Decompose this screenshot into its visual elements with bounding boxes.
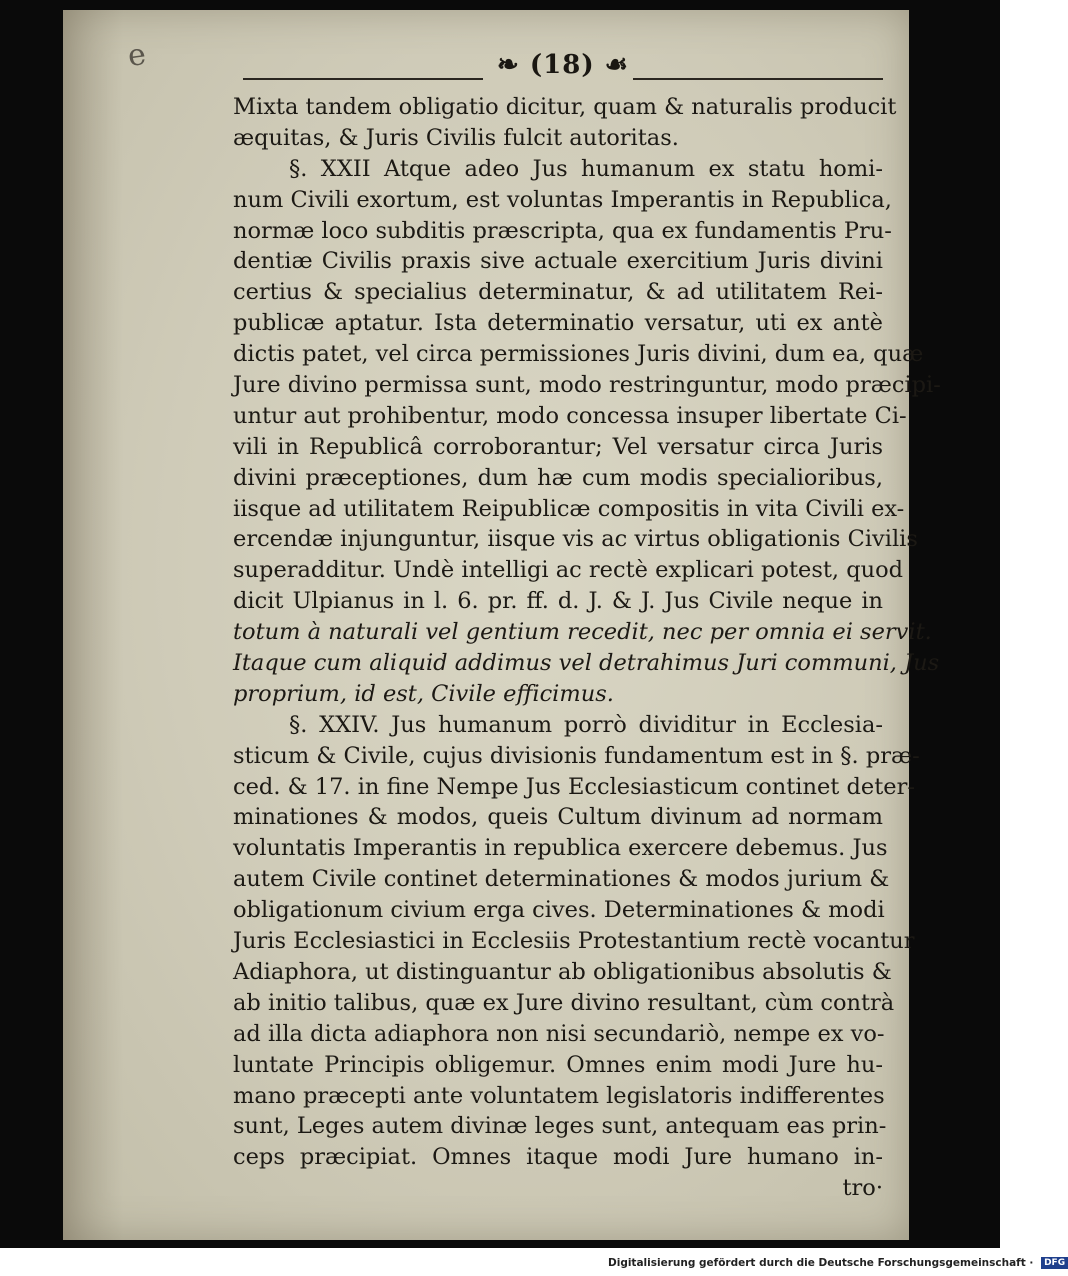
- text-line: sticum & Civile, cujus divisionis fundamentum est in §. præ-: [233, 742, 920, 769]
- dfg-logo: DFG: [1041, 1257, 1068, 1269]
- text-line: untur aut prohibentur, modo concessa insuper libertate Ci-: [233, 402, 907, 429]
- text-line: totum à naturali vel gentium recedit, nec per omnia ei servit.: [233, 619, 932, 646]
- digitization-credit: [608, 1257, 1068, 1269]
- text-line: Jure divino permissa sunt, modo restringuntur, modo præcipi-: [233, 372, 941, 399]
- text-line: tro·: [842, 1175, 883, 1202]
- text-line: autem Civile continet determinationes & modos jurium &: [233, 866, 890, 893]
- text-line: divini præceptiones, dum hæ cum modis specialioribus,: [233, 464, 883, 491]
- page-header: [243, 48, 883, 88]
- text-line: iisque ad utilitatem Reipublicæ compositis in vita Civili ex-: [233, 495, 905, 522]
- text-line: vili in Republicâ corroborantur; Vel versatur circa Juris: [233, 433, 883, 460]
- text-line: Juris Ecclesiastici in Ecclesiis Protestantium rectè vocantur: [233, 928, 915, 955]
- text-line: voluntatis Imperantis in republica exercere debemus. Jus: [233, 835, 888, 862]
- text-line: normæ loco subditis præscripta, qua ex fundamentis Pru-: [233, 217, 892, 244]
- body-text: [233, 92, 941, 1204]
- text-line: minationes & modos, queis Cultum divinum ad normam: [233, 804, 883, 831]
- text-line: dicit Ulpianus in l. 6. pr. ff. d. J. & J. Jus Civile neque in: [233, 588, 883, 615]
- text-line: ercendæ injunguntur, iisque vis ac virtus obligationis Civilis: [233, 526, 918, 553]
- text-line: publicæ aptatur. Ista determinatio versatur, uti ex antè: [233, 310, 883, 337]
- text-line: dictis patet, vel circa permissiones Juris divini, dum ea, quæ: [233, 341, 924, 368]
- text-line: §. XXIV. Jus humanum porrò dividitur in Ecclesia-: [289, 711, 883, 738]
- text-line: obligationum civium erga cives. Determinationes & modi: [233, 897, 885, 924]
- text-line: mano præcepti ante voluntatem legislatoris indifferentes: [233, 1082, 885, 1109]
- text-line: ced. & 17. in fine Nempe Jus Ecclesiasticum continet deter-: [233, 773, 915, 800]
- margin-mark: e: [125, 36, 149, 75]
- book-page: [63, 10, 941, 1240]
- text-line: superadditur. Undè intelligi ac rectè explicari potest, quod: [233, 557, 904, 584]
- text-line: Adiaphora, ut distinguantur ab obligationibus absolutis &: [233, 958, 892, 985]
- page-number: ❧ (18) ☙: [497, 50, 629, 80]
- text-line: Mixta tandem obligatio dicitur, quam & naturalis producit: [233, 94, 897, 120]
- text-line: luntate Principis obligemur. Omnes enim modi Jure hu-: [233, 1051, 883, 1078]
- text-line: §. XXII Atque adeo Jus humanum ex statu homi-: [289, 155, 883, 182]
- text-line: æquitas, & Juris Civilis fulcit autoritas.: [233, 124, 679, 151]
- text-line: certius & specialius determinatur, & ad utilitatem Rei-: [233, 279, 883, 306]
- text-line: ceps præcipiat. Omnes itaque modi Jure humano in-: [233, 1144, 883, 1171]
- text-line: Itaque cum aliquid addimus vel detrahimus Juri communi, Jus: [233, 650, 940, 677]
- header-rule-right: [633, 78, 883, 80]
- text-line: ad illa dicta adiaphora non nisi secundariò, nempe ex vo-: [233, 1020, 885, 1047]
- text-line: ab initio talibus, quæ ex Jure divino resultant, cùm contrà: [233, 989, 895, 1016]
- text-line: dentiæ Civilis praxis sive actuale exercitium Juris divini: [233, 248, 883, 275]
- header-rule-left: [243, 78, 483, 80]
- text-line: proprium, id est, Civile efficimus.: [233, 680, 614, 707]
- text-line: num Civili exortum, est voluntas Imperantis in Republica,: [233, 186, 892, 213]
- text-line: sunt, Leges autem divinæ leges sunt, antequam eas prin-: [233, 1113, 887, 1140]
- credit-text: Digitalisierung gefördert durch die Deutsche Forschungsgemeinschaft ·: [608, 1257, 1034, 1269]
